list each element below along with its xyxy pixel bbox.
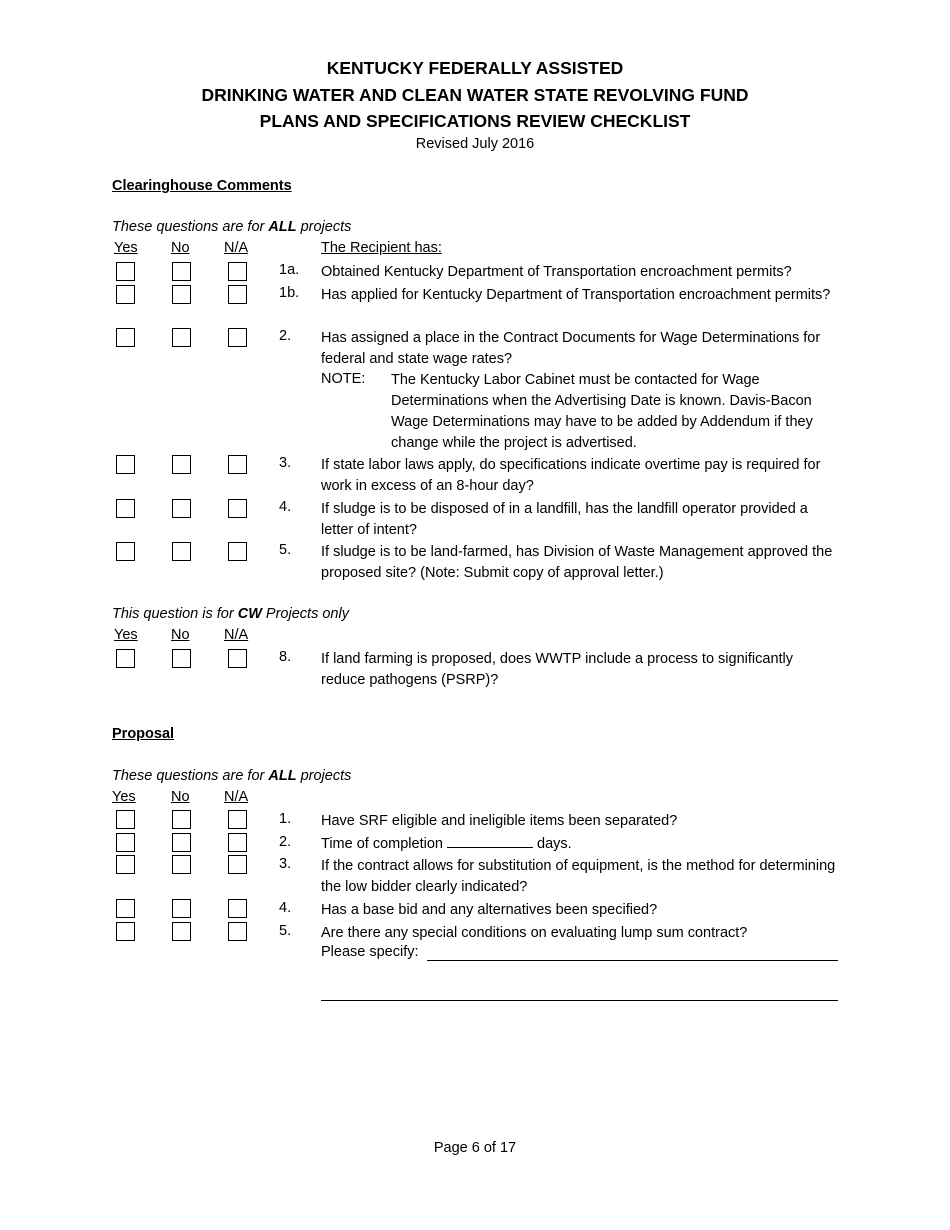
checkbox-na[interactable]: [228, 262, 247, 281]
question-number: 1.: [279, 811, 292, 827]
completion-days-field[interactable]: [447, 834, 533, 848]
question-number: 5.: [279, 542, 292, 558]
column-header-no: No: [171, 627, 190, 643]
question-number: 1b.: [279, 285, 300, 301]
question-text: Has assigned a place in the Contract Documents for Wage Determinations for federal and state wage rates?: [321, 330, 821, 367]
specify-line-1[interactable]: [427, 960, 838, 961]
question-number: 5.: [279, 923, 292, 939]
column-header-no: No: [171, 240, 190, 256]
checkbox-na[interactable]: [228, 899, 247, 918]
checkbox-no[interactable]: [172, 922, 191, 941]
column-header-no: No: [171, 789, 190, 805]
question-text: If sludge is to be disposed of in a landfill, has the landfill operator provided a letter of intent?: [321, 501, 808, 538]
checkbox-no[interactable]: [172, 855, 191, 874]
question-text: Has applied for Kentucky Department of Transportation encroachment permits?: [321, 287, 831, 303]
checkbox-na[interactable]: [228, 285, 247, 304]
checkbox-na[interactable]: [228, 499, 247, 518]
checkbox-yes[interactable]: [116, 542, 135, 561]
recipient-label: The Recipient has:: [321, 240, 442, 256]
section-intro-all: These questions are for ALL projects: [112, 768, 352, 784]
question-number: 1a.: [279, 262, 300, 278]
section-intro-cw: This question is for CW Projects only: [112, 606, 349, 622]
section-heading-proposal: Proposal: [112, 726, 175, 742]
revised-date: Revised July 2016: [415, 136, 535, 152]
checkbox-na[interactable]: [228, 542, 247, 561]
specify-line-2[interactable]: [321, 1000, 838, 1001]
checkbox-no[interactable]: [172, 542, 191, 561]
title-line-1: KENTUCKY FEDERALLY ASSISTED: [326, 58, 624, 78]
question-text: Have SRF eligible and ineligible items been separated?: [321, 813, 678, 829]
column-header-yes: Yes: [112, 789, 136, 805]
section-heading-clearinghouse: Clearinghouse Comments: [112, 178, 292, 194]
note-label: NOTE:: [321, 371, 366, 387]
title-line-2: DRINKING WATER AND CLEAN WATER STATE REVOLVING FUND: [201, 85, 749, 105]
checkbox-no[interactable]: [172, 833, 191, 852]
question-number: 4.: [279, 900, 292, 916]
checkbox-yes[interactable]: [116, 262, 135, 281]
checkbox-na[interactable]: [228, 810, 247, 829]
please-specify-label: Please specify:: [321, 944, 419, 960]
title-line-3: PLANS AND SPECIFICATIONS REVIEW CHECKLIST: [259, 111, 691, 131]
question-text: If the contract allows for substitution of equipment, is the method for determining the low bidder clearly indicated?: [321, 858, 836, 895]
checkbox-yes[interactable]: [116, 499, 135, 518]
checkbox-na[interactable]: [228, 328, 247, 347]
question-text: If sludge is to be land-farmed, has Division of Waste Management approved the proposed site? (Note: Submit copy of approval letter.): [321, 544, 833, 581]
checkbox-yes[interactable]: [116, 810, 135, 829]
question-text: Has a base bid and any alternatives been specified?: [321, 902, 658, 918]
checkbox-na[interactable]: [228, 455, 247, 474]
question-text: If state labor laws apply, do specifications indicate overtime pay is required for work in excess of an 8-hour day?: [321, 457, 821, 494]
question-text: Time of completion days.: [321, 836, 572, 852]
question-number: 2.: [279, 834, 292, 850]
column-header-na: N/A: [224, 240, 249, 256]
checkbox-na[interactable]: [228, 855, 247, 874]
checkbox-no[interactable]: [172, 899, 191, 918]
checkbox-no[interactable]: [172, 810, 191, 829]
checkbox-no[interactable]: [172, 455, 191, 474]
column-header-yes: Yes: [114, 240, 138, 256]
checkbox-yes[interactable]: [116, 455, 135, 474]
column-header-yes: Yes: [114, 627, 138, 643]
question-number: 2.: [279, 328, 292, 344]
checkbox-yes[interactable]: [116, 285, 135, 304]
question-number: 8.: [279, 649, 292, 665]
question-text: Obtained Kentucky Department of Transportation encroachment permits?: [321, 264, 792, 280]
checkbox-na[interactable]: [228, 649, 247, 668]
question-text: Are there any special conditions on evaluating lump sum contract?: [321, 925, 748, 941]
checkbox-yes[interactable]: [116, 855, 135, 874]
checkbox-yes[interactable]: [116, 833, 135, 852]
checkbox-yes[interactable]: [116, 649, 135, 668]
checkbox-yes[interactable]: [116, 328, 135, 347]
column-header-na: N/A: [224, 789, 249, 805]
checkbox-no[interactable]: [172, 285, 191, 304]
question-number: 4.: [279, 499, 292, 515]
page-number: Page 6 of 17: [433, 1140, 517, 1156]
column-header-na: N/A: [224, 627, 249, 643]
checkbox-no[interactable]: [172, 649, 191, 668]
section-intro-all: These questions are for ALL projects: [112, 219, 352, 235]
question-text: If land farming is proposed, does WWTP include a process to significantly reduce pathogens (PSRP)?: [321, 651, 794, 688]
question-number: 3.: [279, 455, 292, 471]
question-number: 3.: [279, 856, 292, 872]
checkbox-no[interactable]: [172, 328, 191, 347]
checkbox-no[interactable]: [172, 262, 191, 281]
checkbox-yes[interactable]: [116, 922, 135, 941]
checkbox-yes[interactable]: [116, 899, 135, 918]
note-text: The Kentucky Labor Cabinet must be contacted for Wage Determinations when the Advertising Date is known. Davis-Bacon Wage Determinations may have to be added by Addendum if they change while the project is advertised.: [391, 372, 813, 451]
checkbox-na[interactable]: [228, 833, 247, 852]
checkbox-no[interactable]: [172, 499, 191, 518]
checkbox-na[interactable]: [228, 922, 247, 941]
